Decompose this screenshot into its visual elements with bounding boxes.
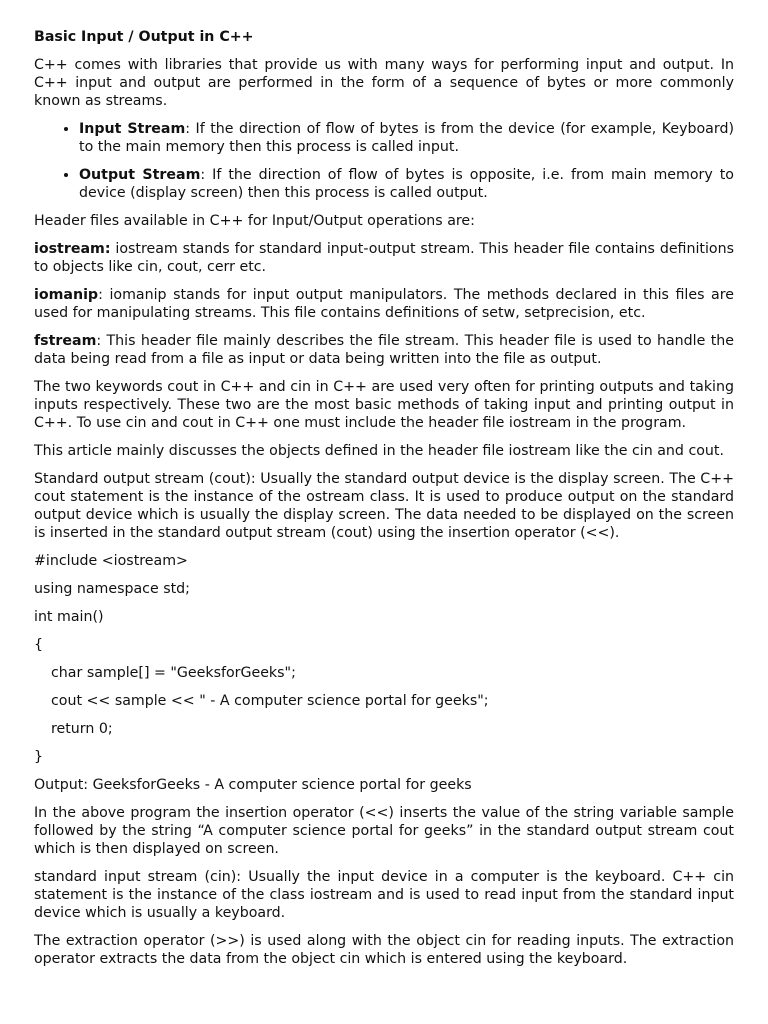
header-iostream [34, 240, 734, 276]
bullet-text: : If the direction of flow of bytes is from the device (for example, Keyboard) to the main memory then this process is called input. [79, 121, 734, 155]
intro-paragraph: C++ comes with libraries that provide us with many ways for performing input and output. In C++ input and output are performed in the form of a sequence of bytes or more commonly known as streams. [34, 57, 734, 109]
code-line: int main() [34, 609, 104, 625]
header-term: iostream: [34, 241, 111, 257]
header-iomanip [34, 286, 734, 322]
header-fstream [34, 332, 734, 368]
code-line: char sample[] = "GeeksforGeeks"; [51, 665, 296, 681]
code-line: using namespace std; [34, 581, 190, 597]
code-line: } [34, 749, 44, 765]
output-line: Output: GeeksforGeeks - A computer science portal for geeks [34, 777, 472, 793]
code-listing [34, 552, 734, 766]
code-line: { [34, 637, 44, 653]
stream-bullet-list [34, 120, 734, 202]
bullet-term: Output Stream [79, 167, 201, 183]
article-paragraph: This article mainly discusses the objects defined in the header file iostream like the cin and cout. [34, 443, 724, 459]
bullet-output-stream [79, 166, 734, 202]
cin-paragraph: standard input stream (cin): Usually the input device in a computer is the keyboard. C++ cin statement is the instance of the class iostream and is used to read input from the standard input device which is usually a keyboard. [34, 869, 734, 921]
header-text: : iomanip stands for input output manipulators. The methods declared in this files are used for manipulating streams. This file contains definitions of setw, setprecision, etc. [34, 287, 734, 321]
code-line: #include <iostream> [34, 553, 188, 569]
document-title: Basic Input / Output in C++ [34, 29, 254, 45]
document-page [34, 0, 734, 968]
code-line: cout << sample << " - A computer science portal for geeks"; [51, 693, 489, 709]
header-text: : This header file mainly describes the file stream. This header file is used to handle the data being read from a file as input or data being written into the file as output. [34, 333, 734, 367]
extraction-paragraph: The extraction operator (>>) is used along with the object cin for reading inputs. The extraction operator extracts the data from the object cin which is entered using the keyboard. [34, 933, 734, 967]
code-line: return 0; [51, 721, 113, 737]
header-text: iostream stands for standard input-output stream. This header file contains definitions to objects like cin, cout, cerr etc. [34, 241, 734, 275]
bullet-text: : If the direction of flow of bytes is opposite, i.e. from main memory to device (display screen) then this process is called output. [79, 167, 734, 201]
header-term: iomanip [34, 287, 99, 303]
header-term: fstream [34, 333, 97, 349]
header-files-intro: Header files available in C++ for Input/Output operations are: [34, 213, 475, 229]
insertion-paragraph: In the above program the insertion operator (<<) inserts the value of the string variable sample followed by the string “A computer science portal for geeks” in the standard output stream cout which is then displayed on screen. [34, 805, 734, 857]
bullet-term: Input Stream [79, 121, 186, 137]
bullet-input-stream [79, 120, 734, 156]
cout-paragraph: Standard output stream (cout): Usually the standard output device is the display screen. The C++ cout statement is the instance of the ostream class. It is used to produce output on the standard output device which is usually the display screen. The data needed to be displayed on the screen is inserted in the standard output stream (cout) using the insertion operator (<<). [34, 471, 734, 541]
keywords-paragraph: The two keywords cout in C++ and cin in C++ are used very often for printing outputs and taking inputs respectively. These two are the most basic methods of taking input and printing output in C++. To use cin and cout in C++ one must include the header file iostream in the program. [34, 379, 734, 431]
